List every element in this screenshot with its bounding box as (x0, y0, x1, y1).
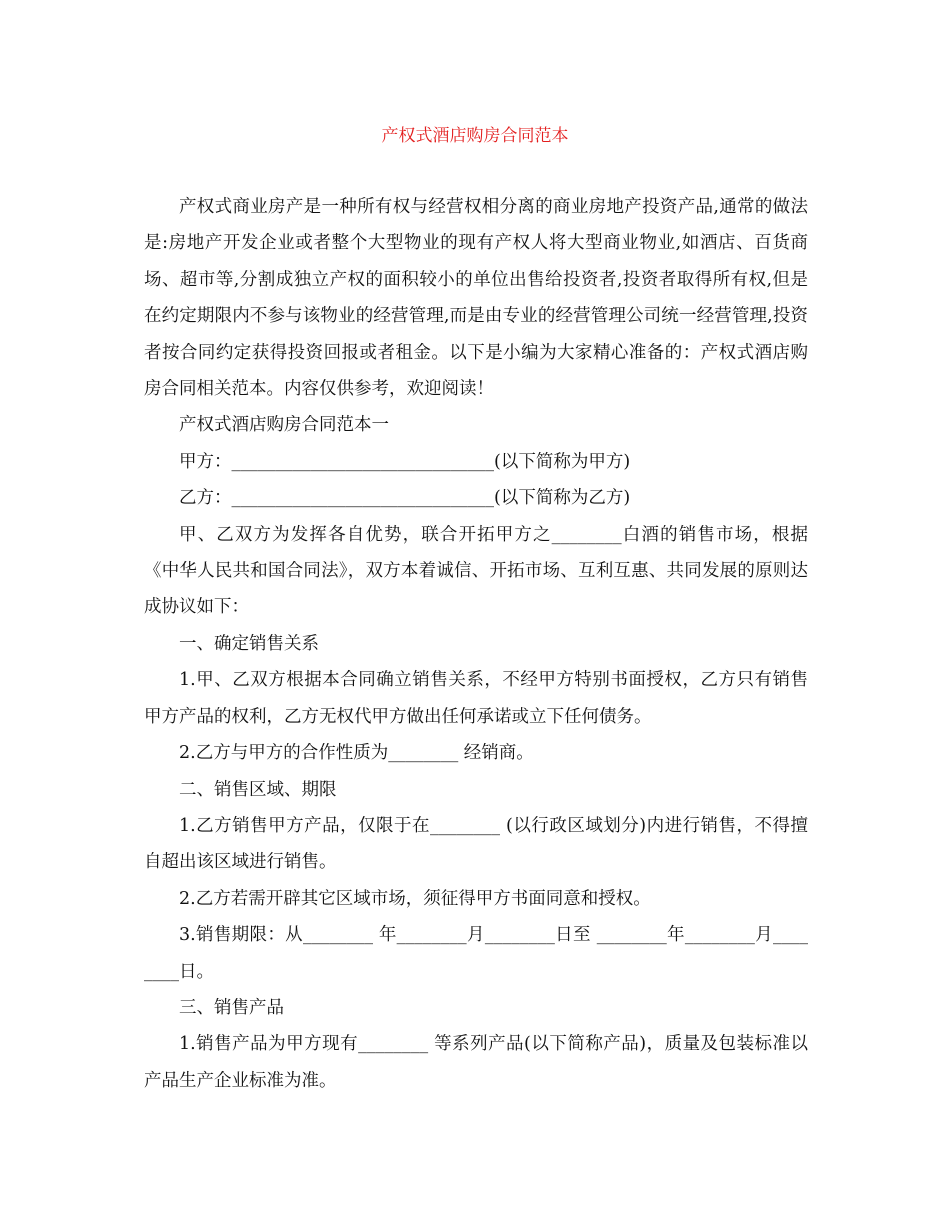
clause-1-2: 2.乙方与甲方的合作性质为________ 经销商。 (179, 743, 534, 764)
agreement-preamble: 甲、乙双方为发挥各自优势，联合开拓甲方之________白酒的销售市场，根据《中华人民共和国合同法》，双方本着诚信、开拓市场、互利互惠、共同发展的原则达成协议如下： (144, 524, 808, 618)
clause-3-1: 1.销售产品为甲方现有________ 等系列产品(以下简称产品)，质量及包装标准以产品生产企业标准为准。 (144, 1034, 808, 1091)
section-heading-2: 二、销售区域、期限 (179, 779, 337, 800)
clause-2-2: 2.乙方若需开辟其它区域市场，须征得甲方书面同意和授权。 (179, 888, 651, 909)
clause-2-3: 3.销售期限：从________ 年________月________日至 ________年________月________日。 (144, 925, 808, 982)
clause-2-1: 1.乙方销售甲方产品，仅限于在________ (以行政区域划分)内进行销售，不得擅自超出该区域进行销售。 (144, 815, 808, 873)
intro-paragraph: 产权式商业房产是一种所有权与经营权相分离的商业房地产投资产品,通常的做法是:房地产开发企业或者整个大型物业的现有产权人将大型商业物业,如酒店、百货商场、超市等,分割成独立产权的面积较小的单位出售给投资者,投资者取得所有权,但是在约定期限内不参与该物业的经营管理,而是由专业的经营管理公司统一经营管理,投资者按合同约定获得投资回报或者租金。以下是小编为大家精心准备的：产权式酒店购房合同相关范本。内容仅供参考，欢迎阅读！ (144, 197, 808, 400)
section-heading-3: 三、销售产品 (179, 997, 284, 1018)
section-heading-1: 一、确定销售关系 (179, 633, 319, 654)
document-title: 产权式酒店购房合同范本 (381, 126, 569, 146)
document-body (144, 189, 808, 1099)
party-b-line: 乙方：______________________________(以下简称为乙方) (179, 488, 631, 509)
clause-1-1: 1.甲、乙双方根据本合同确立销售关系，不经甲方特别书面授权，乙方只有销售甲方产品的权利，乙方无权代甲方做出任何承诺或立下任何债务。 (144, 670, 808, 727)
party-a-line: 甲方：______________________________(以下简称为甲方) (179, 451, 631, 472)
sample-heading: 产权式酒店购房合同范本一 (179, 415, 389, 436)
